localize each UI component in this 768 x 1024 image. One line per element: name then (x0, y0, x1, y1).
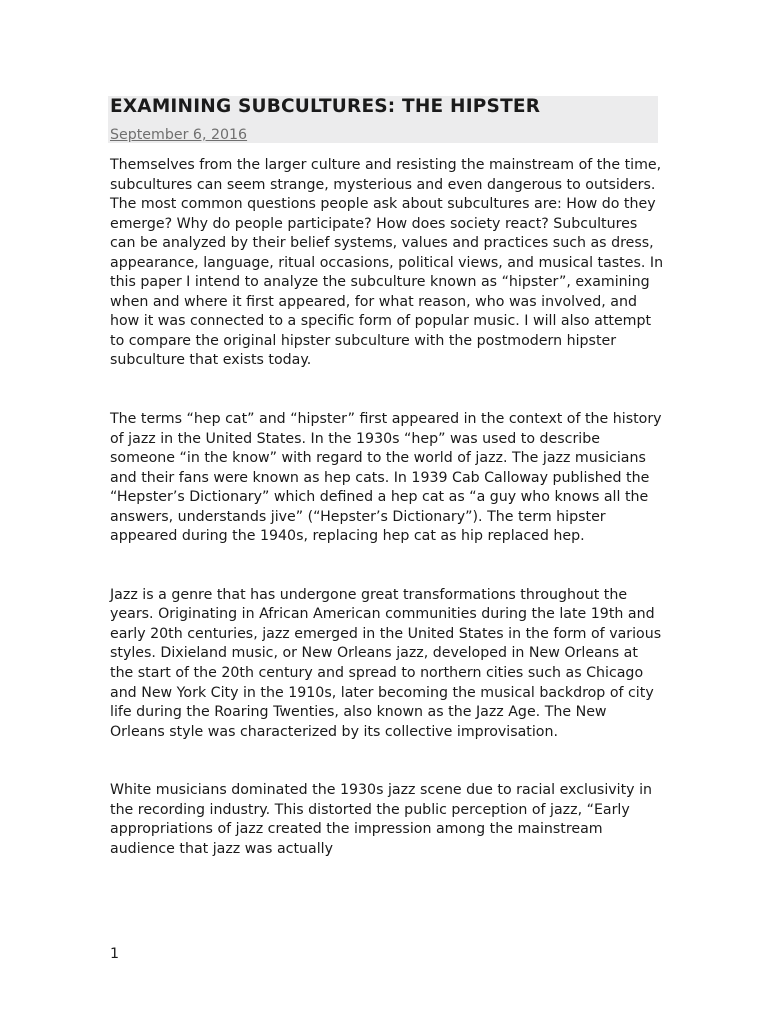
document-body (110, 156, 665, 859)
paragraph-jazz-genre: Jazz is a genre that has undergone great transformations throughout the years. Originating in African American communities during the late 19th and early 20th centuries, jazz emerged in the United States in the form of various styles. Dixieland music, or New Orleans jazz, developed in New Orleans at the start of the 20th century and spread to northern cities such as Chicago and New York City in the 1910s, later becoming the musical backdrop of city life during the Roaring Twenties, also known as the Jazz Age. The New Orleans style was characterized by its collective improvisation. (110, 586, 662, 740)
paragraph-hep-cat: The terms “hep cat” and “hipster” first appeared in the context of the history of jazz in the United States. In the 1930s “hep” was used to describe someone “in the know” with regard to the world of jazz. The jazz musicians and their fans were known as hep cats. In 1939 Cab Calloway published the “Hepster’s Dictionary” which defined a hep cat as “a guy who knows all the answers, understands jive” (“Hepster’s Dictionary”). The term hipster appeared during the 1940s, replacing hep cat as hip replaced hep. (110, 411, 662, 545)
paragraph-intro: Themselves from the larger culture and resisting the mainstream of the time, subcultures can seem strange, mysterious and even dangerous to outsiders. The most common questions people ask about subcultures are: How do they emerge? Why do people participate? How does society react? Subcultures can be analyzed by their belief systems, values and practices such as dress, appearance, language, ritual occasions, political views, and musical tastes. In this paper I intend to analyze the subculture known as “hipster”, examining when and where it first appeared, for what reason, who was involved, and how it was connected to a specific form of popular music. I will also attempt to compare the original hipster subculture with the postmodern hipster subculture that exists today. (110, 157, 664, 369)
page-number: 1 (110, 946, 120, 962)
paragraph-white-musicians: White musicians dominated the 1930s jazz scene due to racial exclusivity in the recording industry. This distorted the public perception of jazz, “Early appropriations of jazz created the impression among the mainstream audience that jazz was actually (110, 782, 653, 857)
document-title: EXAMINING SUBCULTURES: THE HIPSTER (110, 96, 541, 117)
post-date-link[interactable]: September 6, 2016 (110, 127, 248, 143)
